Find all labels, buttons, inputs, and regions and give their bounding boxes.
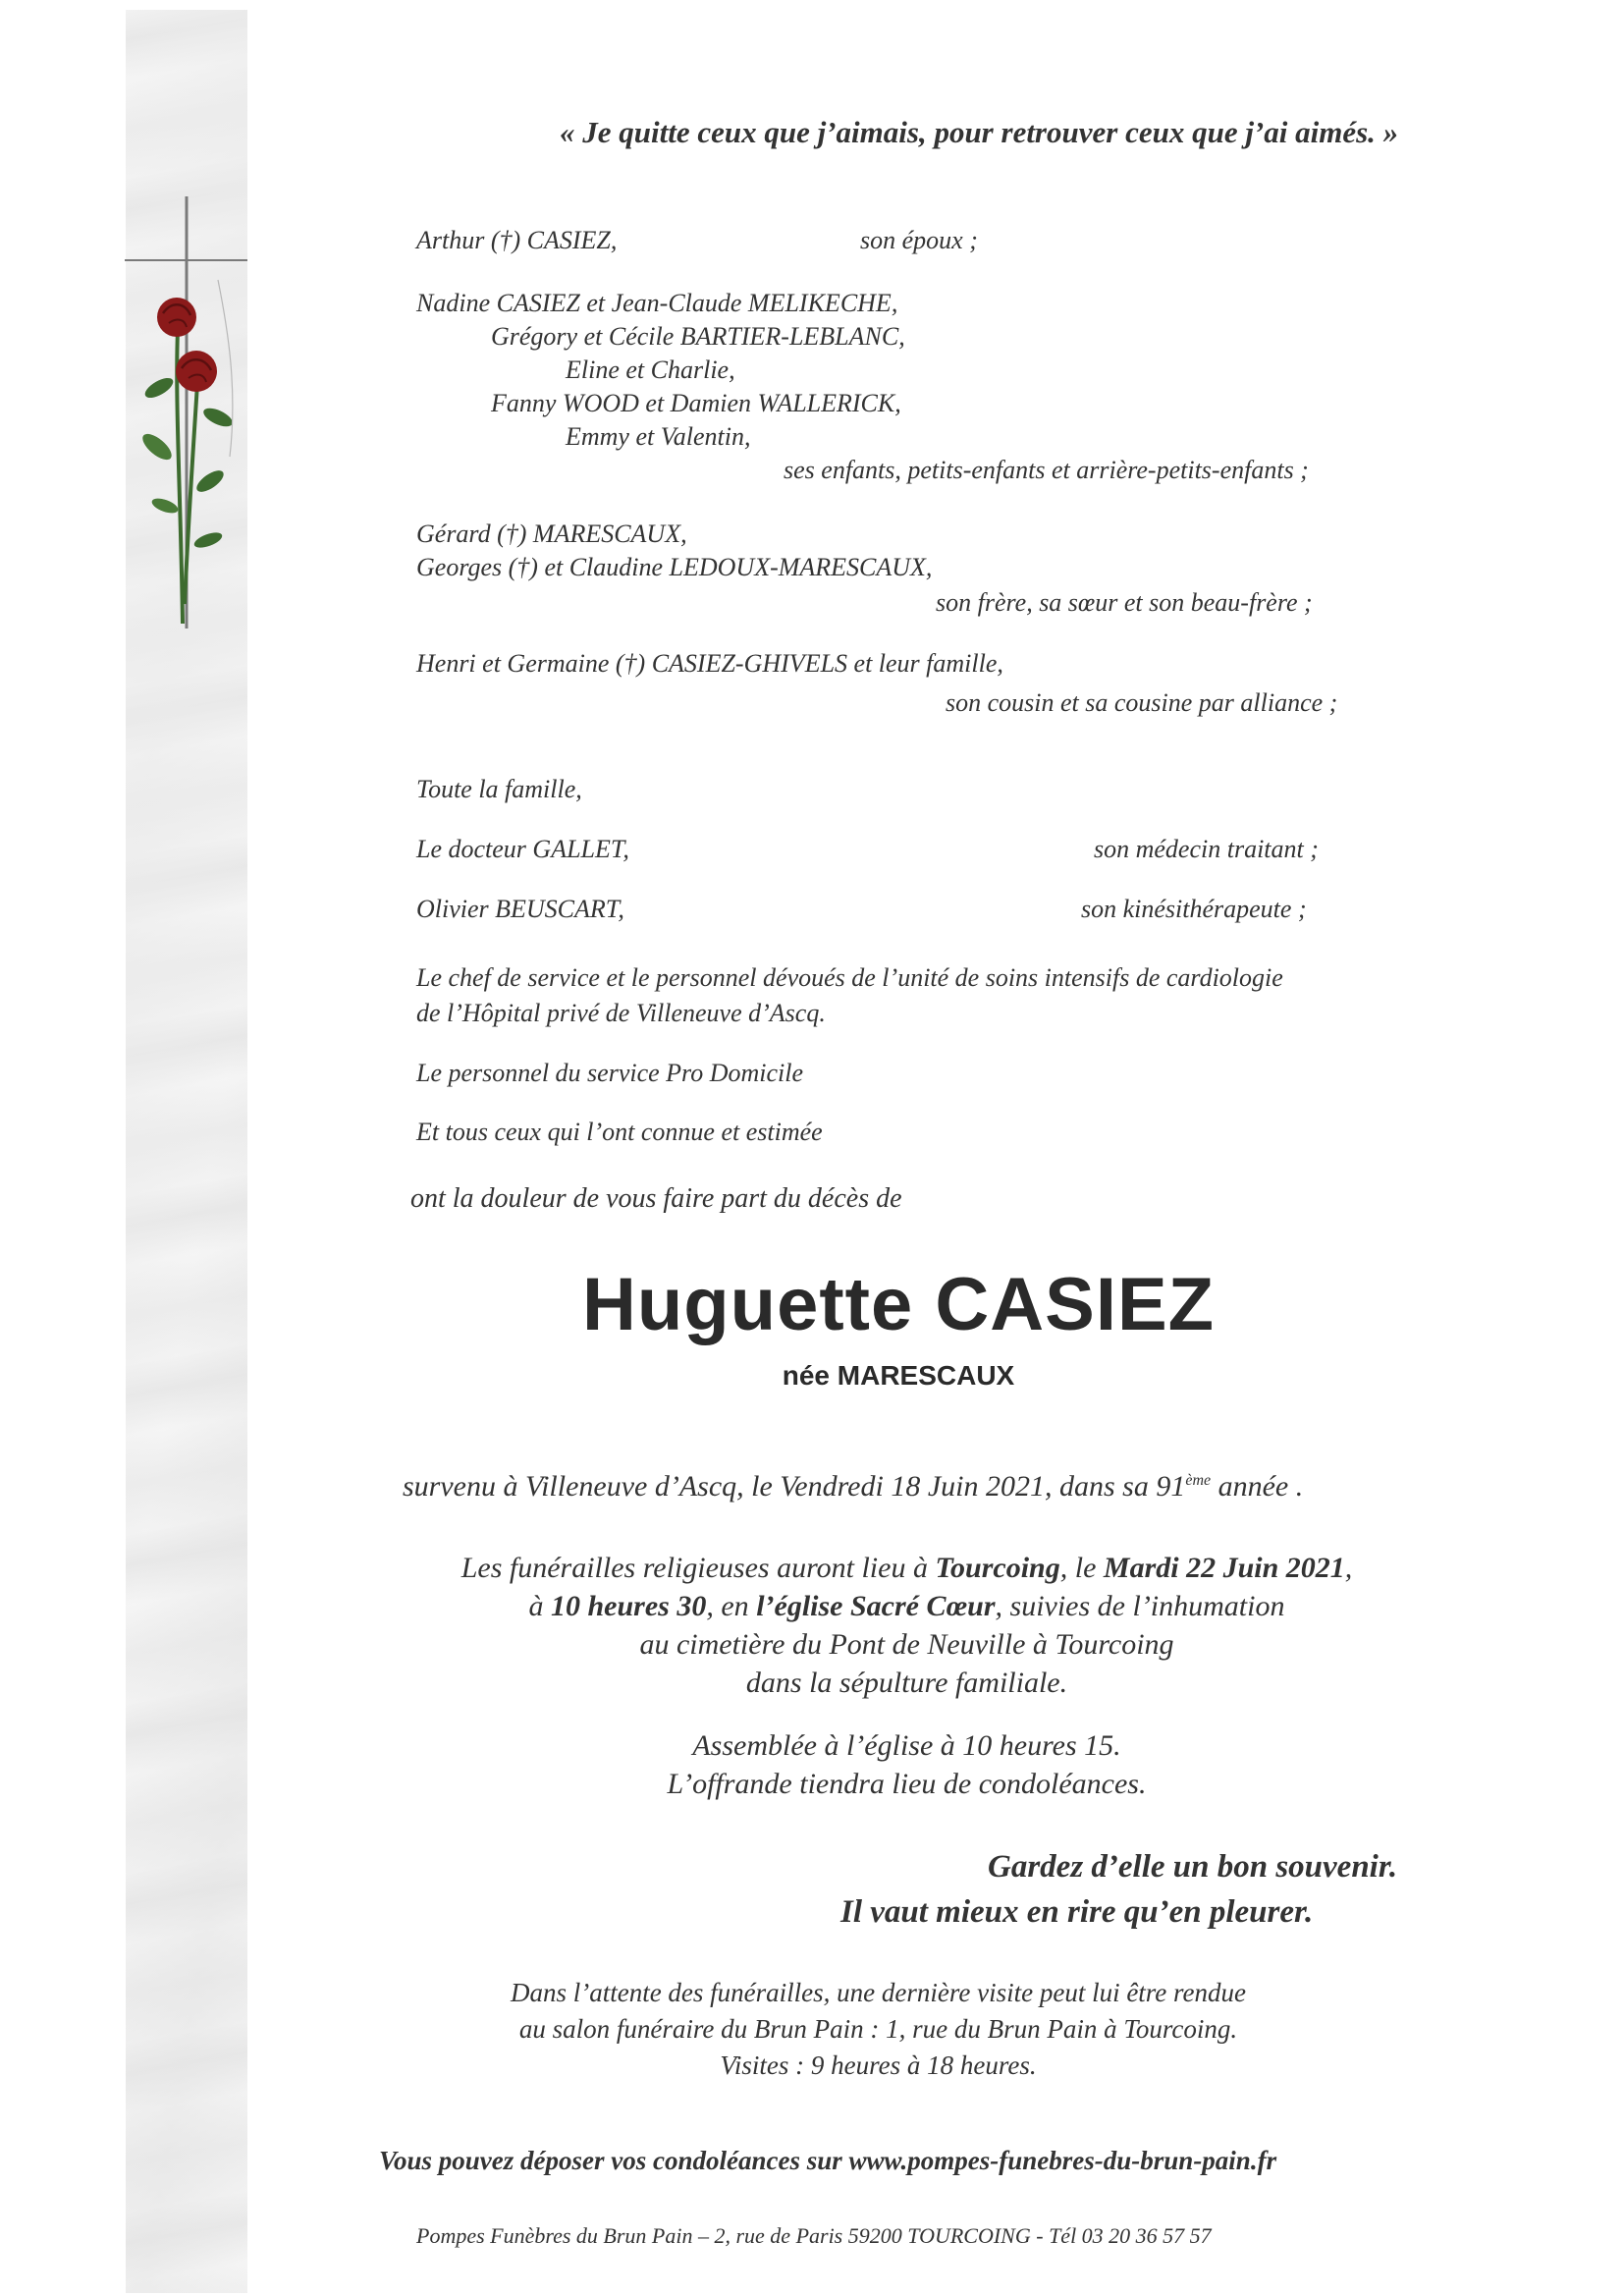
visit-line-3: Visites : 9 heures à 18 heures. bbox=[720, 2050, 1037, 2080]
footer-address: Pompes Funèbres du Brun Pain – 2, rue de Paris 59200 TOURCOING - Tél 03 20 36 57 57 bbox=[416, 2223, 1212, 2248]
deceased-name: Huguette CASIEZ bbox=[581, 1263, 1216, 1346]
list-item: Georges (†) et Claudine LEDOUX-MARESCAUX, bbox=[416, 553, 933, 581]
cousins: Henri et Germaine (†) CASIEZ-GHIVELS et leur famille, bbox=[416, 649, 1003, 678]
list-item: Nadine CASIEZ et Jean-Claude MELIKECHE, bbox=[416, 289, 898, 317]
funeral-line-3: au cimetière du Pont de Neuville à Tourcoing bbox=[639, 1628, 1174, 1661]
funeral-line-2: à 10 heures 30, en l’église Sacré Cœur, suivies de l’inhumation bbox=[528, 1590, 1285, 1622]
funeral-line-4: dans la sépulture familiale. bbox=[745, 1667, 1068, 1699]
others: Et tous ceux qui l’ont connue et estimée bbox=[416, 1118, 823, 1146]
hospital-line-1: Le chef de service et le personnel dévoués de l’unité de soins intensifs de cardiologie bbox=[416, 963, 1283, 992]
assembly-line-2: L’offrande tiendra lieu de condoléances. bbox=[667, 1768, 1147, 1800]
list-item: Emmy et Valentin, bbox=[566, 422, 751, 451]
list-item: Eline et Charlie, bbox=[566, 355, 735, 384]
rose-cross-icon bbox=[120, 191, 262, 633]
funeral-line-1: Les funérailles religieuses auront lieu à Tourcoing, le Mardi 22 Juin 2021, bbox=[460, 1552, 1353, 1584]
visit-line-2: au salon funéraire du Brun Pain : 1, rue du Brun Pain à Tourcoing. bbox=[518, 2014, 1238, 2044]
all-family: Toute la famille, bbox=[416, 775, 582, 803]
hospital-line-2: de l’Hôpital privé de Villeneuve d’Ascq. bbox=[416, 999, 826, 1027]
cousins-role: son cousin et sa cousine par alliance ; bbox=[946, 688, 1338, 717]
motto-line-1: Gardez d’elle un bon souvenir. bbox=[988, 1849, 1398, 1885]
list-item: Grégory et Cécile BARTIER-LEBLANC, bbox=[491, 322, 905, 351]
maiden-name: née MARESCAUX bbox=[782, 1360, 1015, 1391]
condolences-line: Vous pouvez déposer vos condoléances sur www.pompes-funebres-du-brun-pain.fr bbox=[379, 2146, 1277, 2175]
doctor-name: Le docteur GALLET, bbox=[416, 835, 629, 863]
doctor-role: son médecin traitant ; bbox=[1094, 835, 1319, 863]
death-notice: survenu à Villeneuve d’Ascq, le Vendredi 18 Juin 2021, dans sa 91ème année . bbox=[403, 1470, 1304, 1503]
assembly-line-1: Assemblée à l’église à 10 heures 15. bbox=[692, 1729, 1121, 1762]
spouse-name: Arthur (†) CASIEZ, bbox=[416, 226, 618, 254]
siblings-role: son frère, sa sœur et son beau-frère ; bbox=[936, 588, 1313, 617]
list-item: Fanny WOOD et Damien WALLERICK, bbox=[491, 389, 901, 417]
epigraph-quote: « Je quitte ceux que j’aimais, pour retrouver ceux que j’ai aimés. » bbox=[560, 115, 1399, 149]
home-care: Le personnel du service Pro Domicile bbox=[416, 1059, 803, 1087]
motto-line-2: Il vaut mieux en rire qu’en pleurer. bbox=[840, 1894, 1314, 1930]
list-item: Gérard (†) MARESCAUX, bbox=[416, 519, 687, 548]
physio-name: Olivier BEUSCART, bbox=[416, 895, 624, 923]
spouse-role: son époux ; bbox=[860, 226, 978, 254]
announcement: ont la douleur de vous faire part du décès de bbox=[410, 1183, 902, 1214]
visit-line-1: Dans l’attente des funérailles, une dernière visite peut lui être rendue bbox=[510, 1978, 1247, 2007]
physio-role: son kinésithérapeute ; bbox=[1081, 895, 1307, 923]
children-role: ses enfants, petits-enfants et arrière-petits-enfants ; bbox=[784, 456, 1309, 484]
